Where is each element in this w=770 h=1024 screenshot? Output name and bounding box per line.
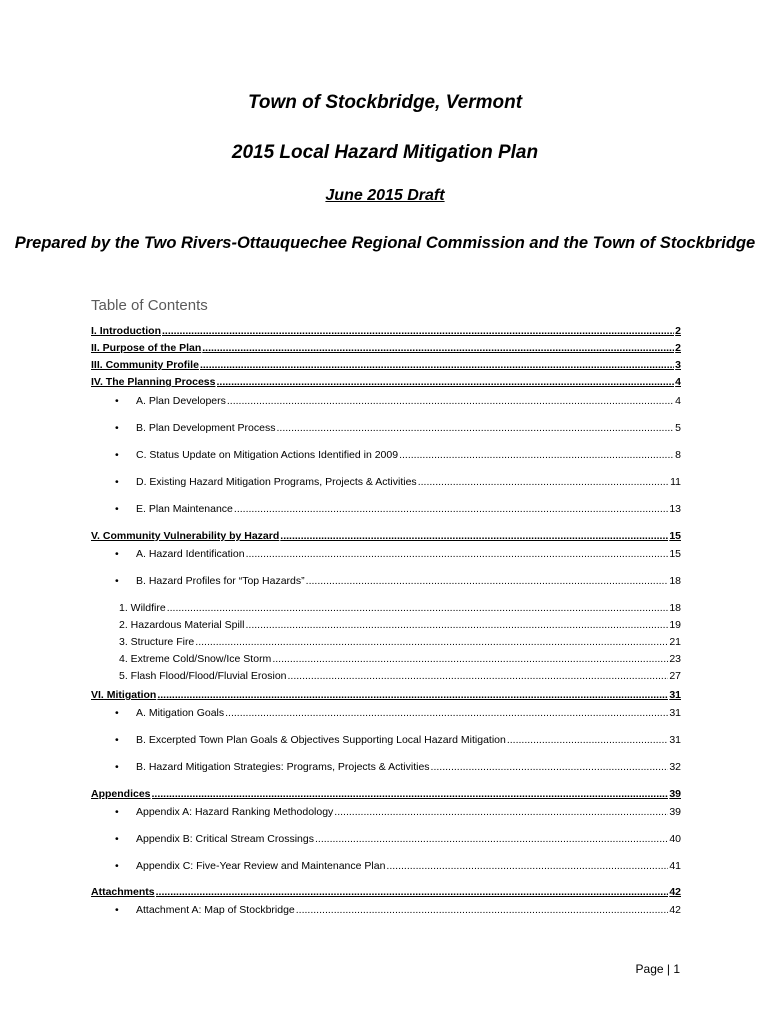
toc-entry-page: 19 (669, 619, 681, 631)
toc-entry-page: 32 (669, 761, 681, 773)
toc-entry-label: Appendix A: Hazard Ranking Methodology (136, 806, 334, 818)
toc-entry-label: B. Hazard Mitigation Strategies: Programs, Projects & Activities (136, 761, 430, 773)
toc-entry-page: 18 (669, 575, 681, 587)
toc-entry-label: I. Introduction (91, 325, 161, 337)
toc-entry-label: 1. Wildfire (119, 602, 166, 614)
toc-entry-label: Attachments (91, 886, 155, 898)
bullet-icon: • (115, 833, 119, 845)
bullet-icon: • (115, 734, 119, 746)
toc-entry-page: 40 (669, 833, 681, 845)
toc-entry-label: C. Status Update on Mitigation Actions Identified in 2009 (136, 449, 399, 461)
bullet-icon: • (115, 449, 119, 461)
toc-entry-page: 42 (669, 886, 681, 898)
toc-entry-page: 39 (669, 806, 681, 818)
toc-entry-label: A. Hazard Identification (136, 548, 245, 560)
toc-entry-page: 4 (675, 395, 681, 407)
bullet-icon: • (115, 548, 119, 560)
toc-entry-label: IV. The Planning Process (91, 376, 216, 388)
toc-entry[interactable] (91, 788, 681, 800)
draft-date: June 2015 Draft (325, 187, 445, 204)
toc-entry-label: B. Plan Development Process (136, 422, 276, 434)
toc-entry-page: 18 (669, 602, 681, 614)
bullet-icon: • (115, 707, 119, 719)
toc-entry[interactable] (115, 449, 681, 461)
toc-entry-page: 31 (669, 734, 681, 746)
toc-entry-page: 27 (669, 670, 681, 682)
toc-entry-label: A. Mitigation Goals (136, 707, 225, 719)
toc-entry-page: 15 (669, 530, 681, 542)
toc-heading: Table of Contents (91, 297, 208, 314)
bullet-icon: • (115, 395, 119, 407)
toc-entry[interactable] (119, 670, 681, 682)
toc-entry-label: B. Excerpted Town Plan Goals & Objectives Supporting Local Hazard Mitigation (136, 734, 506, 746)
toc-entry-page: 42 (669, 904, 681, 916)
bullet-icon: • (115, 860, 119, 872)
bullet-icon: • (115, 503, 119, 515)
toc-entry-label: 3. Structure Fire (119, 636, 195, 648)
toc-entry-label: D. Existing Hazard Mitigation Programs, Projects & Activities (136, 476, 417, 488)
toc-entry-page: 39 (669, 788, 681, 800)
toc-entry-page: 31 (669, 707, 681, 719)
toc-entry-label: III. Community Profile (91, 359, 199, 371)
toc-entry[interactable] (115, 833, 681, 845)
toc-entry[interactable] (91, 886, 681, 898)
toc-entry-label: Appendix B: Critical Stream Crossings (136, 833, 314, 845)
toc-entry[interactable] (119, 619, 681, 631)
toc-entry-page: 2 (675, 325, 681, 337)
toc-entry[interactable] (91, 376, 681, 388)
toc-entry-page: 41 (669, 860, 681, 872)
bullet-icon: • (115, 761, 119, 773)
toc-entry-label: Appendix C: Five-Year Review and Maintenance Plan (136, 860, 386, 872)
toc-entry[interactable] (115, 806, 681, 818)
toc-entry[interactable] (91, 342, 681, 354)
toc-entry[interactable] (115, 860, 681, 872)
toc-entry-page: 15 (669, 548, 681, 560)
toc-entry-page: 2 (675, 342, 681, 354)
toc-entry-label: V. Community Vulnerability by Hazard (91, 530, 280, 542)
toc-entry-page: 21 (669, 636, 681, 648)
toc-entry-label: 4. Extreme Cold/Snow/Ice Storm (119, 653, 272, 665)
toc-entry-page: 4 (675, 376, 681, 388)
toc-entry[interactable] (91, 325, 681, 337)
toc-entry[interactable] (91, 359, 681, 371)
toc-entry[interactable] (119, 653, 681, 665)
plan-title: 2015 Local Hazard Mitigation Plan (231, 142, 539, 163)
toc-entry-label: Attachment A: Map of Stockbridge (136, 904, 295, 916)
bullet-icon: • (115, 806, 119, 818)
bullet-icon: • (115, 904, 119, 916)
toc-entry[interactable] (115, 548, 681, 560)
toc-entry-label: A. Plan Developers (136, 395, 226, 407)
toc-entry-label: Appendices (91, 788, 151, 800)
toc-entry-label: II. Purpose of the Plan (91, 342, 202, 354)
toc-entry-page: 5 (675, 422, 681, 434)
toc-entry[interactable] (115, 395, 681, 407)
bullet-icon: • (115, 575, 119, 587)
toc-entry[interactable] (115, 476, 681, 488)
toc-entry-label: B. Hazard Profiles for “Top Hazards” (136, 575, 305, 587)
toc-entry[interactable] (115, 904, 681, 916)
toc-entry[interactable] (115, 575, 681, 587)
toc-entry[interactable] (91, 689, 681, 701)
toc-entry[interactable] (115, 734, 681, 746)
toc-entry-page: 11 (670, 476, 681, 488)
toc-entry-label: E. Plan Maintenance (136, 503, 233, 515)
bullet-icon: • (115, 476, 119, 488)
toc-entry-label: VI. Mitigation (91, 689, 157, 701)
bullet-icon: • (115, 422, 119, 434)
toc-entry-label: 5. Flash Flood/Flood/Fluvial Erosion (119, 670, 287, 682)
toc-entry-page: 13 (669, 503, 681, 515)
toc-entry-page: 8 (675, 449, 681, 461)
toc-entry[interactable] (115, 761, 681, 773)
toc-entry[interactable] (115, 707, 681, 719)
town-title: Town of Stockbridge, Vermont (247, 92, 523, 113)
toc-entry-label: 2. Hazardous Material Spill (119, 619, 245, 631)
toc-entry[interactable] (115, 422, 681, 434)
prepared-by: Prepared by the Two Rivers-Ottauquechee Regional Commission and the Town of Stockbridge (14, 234, 756, 252)
toc-entry[interactable] (91, 530, 681, 542)
toc-entry-page: 23 (669, 653, 681, 665)
page-number: Page | 1 (635, 962, 680, 976)
toc-entry[interactable] (115, 503, 681, 515)
toc-entry[interactable] (119, 636, 681, 648)
toc-entry[interactable] (119, 602, 681, 614)
toc-entry-page: 3 (675, 359, 681, 371)
toc-entry-page: 31 (669, 689, 681, 701)
